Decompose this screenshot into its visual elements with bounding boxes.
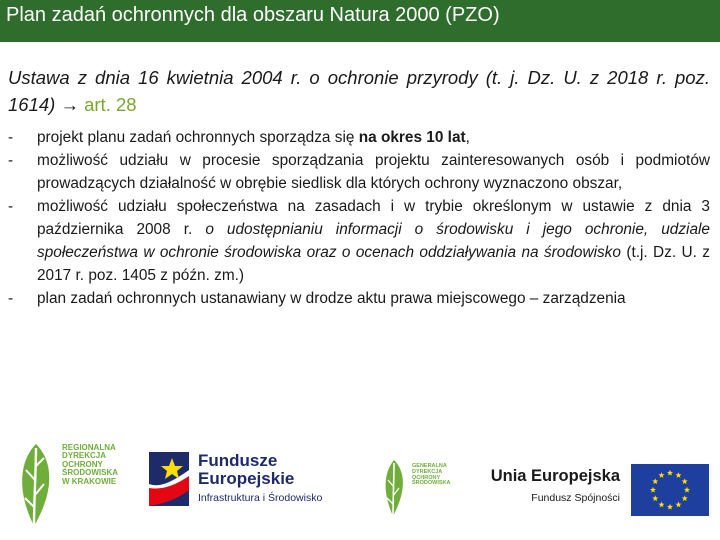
unia-europejska-logo [488, 464, 713, 526]
point-text: plan zadań ochronnych ustanawiany w drodze aktu prawa miejscowego – zarządzenia [37, 290, 626, 307]
slide-title: Plan zadań ochronnych dla obszaru Natura 2000 (PZO) [6, 4, 500, 26]
gdos-logo [380, 458, 475, 528]
list-item [8, 126, 710, 149]
rdos-logo [14, 440, 154, 530]
rdos-line: OCHRONY [62, 459, 103, 469]
bullet-dash: - [8, 152, 14, 169]
point-text: możliwość udziału społeczeństwa na zasadach i w trybie określonym w ustawie z dnia 3 października 2008 r. [37, 198, 710, 238]
ue-title: Unia Europejska [490, 467, 620, 485]
gdos-line: ŚRODOWISKA [412, 480, 451, 487]
rdos-line: ŚRODOWISKA [62, 468, 118, 478]
point-bold: na okres 10 lat [358, 129, 466, 146]
rdos-line: REGIONALNA [62, 443, 116, 452]
fundusze-line2: Europejskie [198, 469, 295, 488]
rdos-name [62, 444, 118, 486]
ue-text [488, 466, 620, 504]
article-reference: art. 28 [84, 94, 137, 115]
act-title: o udostępnianiu informacji o środowisku i jego ochronie, udziale społeczeństwa w ochronie środowiska oraz o ocenach oddziaływania na środowisko [37, 221, 710, 261]
list-item [8, 149, 710, 195]
leaf-icon [380, 458, 408, 518]
points-list [8, 126, 710, 310]
gdos-name [412, 464, 451, 487]
fundusze-program: Infrastruktura i Środowisko [198, 492, 323, 504]
rdos-line: DYREKCJA [62, 451, 107, 461]
act-reference: Ustawa z dnia 16 kwietnia 2004 r. o ochronie przyrody (t. j. Dz. U. z 2018 r. poz. 1614) [8, 67, 710, 115]
leaf-icon [14, 440, 58, 530]
legal-basis [8, 64, 710, 118]
bullet-dash: - [8, 290, 14, 307]
title-bar [0, 0, 720, 42]
list-item [8, 287, 710, 310]
bullet-dash: - [8, 198, 14, 215]
eu-flag-icon [631, 464, 709, 516]
list-item [8, 195, 710, 287]
gdos-line: GENERALNA [412, 463, 447, 469]
fundusze-line1: Fundusze [198, 451, 278, 470]
rdos-line: W KRAKOWIE [62, 476, 117, 486]
bullet-dash: - [8, 129, 14, 146]
point-text-end: , [465, 129, 470, 146]
arrow-icon: → [60, 94, 79, 115]
ue-fund: Fundusz Spójności [531, 492, 620, 504]
logo-strip [0, 430, 720, 540]
fundusze-europejskie-logo [148, 450, 358, 520]
point-text: możliwość udziału w procesie sporządzania projektu zainteresowanych osób i podmiotów prowadzących działalność w obrębie siedlisk dla których ochrony wyznaczono obszar, [37, 152, 710, 192]
point-text-end: (t.j. Dz. U. z 2017 r. poz. 1405 z późn. zm.) [37, 244, 710, 284]
eu-funds-star-icon [148, 450, 190, 508]
point-text: projekt planu zadań ochronnych sporządza się [37, 129, 359, 146]
fundusze-text [198, 452, 322, 504]
gdos-line: DYREKCJA [412, 468, 443, 475]
gdos-line: OCHRONY [412, 474, 441, 481]
